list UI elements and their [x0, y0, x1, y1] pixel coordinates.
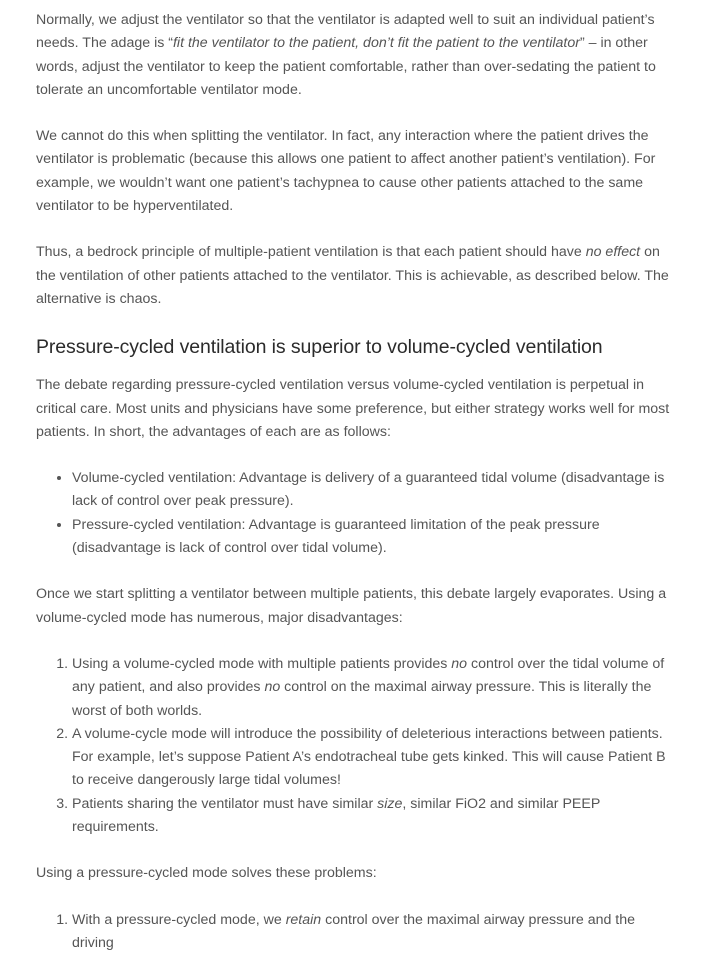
text: Thus, a bedrock principle of multiple-patient ventilation is that each patient should have — [36, 244, 586, 261]
paragraph — [36, 241, 676, 311]
text: Normally, we adjust the ventilator so that the ventilator is adapted well to suit an individual patient’s needs. The adage is “ — [36, 12, 655, 52]
text: control over the tidal volume of any patient, and also provides — [72, 655, 665, 696]
text: With a pressure-cycled mode, we — [72, 911, 286, 928]
text: on the ventilation of other patients attached to the ventilator. This is achievable, as described below. The alternative is chaos. — [36, 244, 669, 307]
list-item — [72, 909, 676, 955]
text: Patients sharing the ventilator must have similar — [72, 795, 378, 812]
list-item — [72, 793, 676, 840]
text: control on the maximal airway pressure. This is literally the worst of both worlds. — [72, 679, 652, 719]
list-item: • Volume-cycled ventilation: Advantage is delivery of a guaranteed tidal volume (disadvantage is lack of control over peak pressure). — [72, 467, 676, 514]
list-item: 2. A volume-cycle mode will introduce the possibility of deleterious interactions between patients. For example, let’s suppose Patient A’s endotracheal tube gets kinked. This will cause Patient B to receive dangerously large tidal volumes! — [72, 723, 676, 793]
emphasis-text: no — [451, 655, 468, 672]
paragraph: Once we start splitting a ventilator between multiple patients, this debate largely evaporates. Using a volume-cycled mode has numerous, major disadvantages: — [36, 586, 667, 626]
paragraph: We cannot do this when splitting the ventilator. In fact, any interaction where the patient drives the ventilator is problematic (because this allows one patient to affect another patient’s ventilation). For example, we wouldn’t want one patient’s tachypnea to cause other patients attached to the same ventilator to be hyperventilated. — [36, 128, 656, 215]
emphasis-text: fit the ventilator to the patient, don’t fit the patient to the ventilator — [172, 35, 580, 52]
bullet-list — [36, 467, 676, 560]
emphasis-text: size — [377, 795, 403, 812]
section-heading: Pressure-cycled ventilation is superior to volume-cycled ventilation — [36, 336, 603, 359]
emphasis-text: retain — [285, 911, 322, 928]
text: ” – in other words, adjust the ventilator to keep the patient comfortable, rather than over-sedating the patient to tolerate an uncomfortable ventilator mode. — [36, 35, 656, 98]
paragraph — [36, 0, 676, 102]
text: , similar FiO2 and similar PEEP requirements. — [72, 795, 601, 836]
list-item — [72, 653, 676, 723]
emphasis-text: no — [264, 679, 281, 696]
paragraph: Using a pressure-cycled mode solves these problems: — [36, 865, 377, 882]
list-item: • Pressure-cycled ventilation: Advantage is guaranteed limitation of the peak pressure (disadvantage is lack of control over tidal volume). — [72, 514, 676, 561]
paragraph: The debate regarding pressure-cycled ventilation versus volume-cycled ventilation is perpetual in critical care. Most units and physicians have some preference, but either strategy works well for most patients. In short, the advantages of each are as follows: — [36, 377, 670, 440]
emphasis-text: no effect — [585, 244, 641, 261]
text: Using a volume-cycled mode with multiple patients provides — [72, 655, 452, 672]
text: control over the maximal airway pressure and the driving — [72, 911, 636, 951]
numbered-list — [36, 653, 676, 839]
numbered-list — [36, 909, 676, 955]
